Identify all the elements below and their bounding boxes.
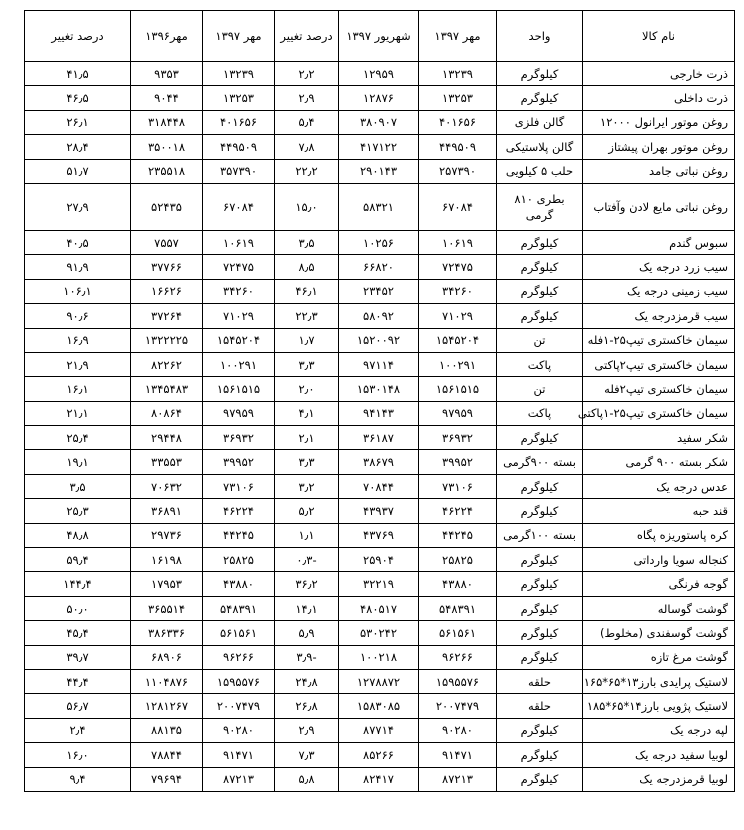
price-shahrivar-1397-cell: ۹۴۱۴۳ — [339, 401, 419, 425]
price-mehr-1396-cell: ۲۹۷۳۶ — [131, 523, 203, 547]
price-mehr-1396-cell: ۶۸۹۰۶ — [131, 645, 203, 669]
price-mehr-1396-cell: ۷۰۶۳۲ — [131, 474, 203, 498]
price-shahrivar-1397-cell: ۸۲۴۱۷ — [339, 767, 419, 791]
price-mehr-1397-b-cell: ۹۱۴۷۱ — [203, 743, 275, 767]
annual-change-cell: ۲٫۴ — [25, 718, 131, 742]
table-header-row — [25, 11, 735, 62]
annual-change-cell: ۹۱٫۹ — [25, 255, 131, 279]
annual-change-cell: ۱۰۶٫۱ — [25, 279, 131, 303]
price-mehr-1396-cell: ۳۶۸۹۱ — [131, 499, 203, 523]
product-name-cell: شکر سفید — [583, 426, 735, 450]
product-name-cell: کره پاستوریزه پگاه — [583, 523, 735, 547]
price-mehr-1397-cell: ۲۵۸۲۵ — [419, 548, 497, 572]
price-mehr-1397-b-cell: ۷۱۰۲۹ — [203, 304, 275, 328]
annual-change-cell: ۴۶٫۵ — [25, 86, 131, 110]
product-name-cell: سیمان خاکستری تیپ۲۵-۱پاکتی — [583, 401, 735, 425]
annual-change-cell: ۱۶٫۹ — [25, 328, 131, 352]
product-name-cell: روغن موتور ایرانول ۱۲۰۰۰ — [583, 110, 735, 134]
product-name-cell: شکر بسته ۹۰۰ گرمی — [583, 450, 735, 474]
monthly-change-cell: ۱۴٫۱ — [275, 596, 339, 620]
price-mehr-1397-b-cell: ۱۵۶۱۵۱۵ — [203, 377, 275, 401]
unit-cell: کیلوگرم — [497, 304, 583, 328]
price-shahrivar-1397-cell: ۹۷۱۱۴ — [339, 352, 419, 376]
unit-cell: گالن پلاستیکی — [497, 135, 583, 159]
price-shahrivar-1397-cell: ۳۸۰۹۰۷ — [339, 110, 419, 134]
price-mehr-1397-b-cell: ۴۰۱۶۵۶ — [203, 110, 275, 134]
monthly-change-cell: ۲۶٫۸ — [275, 694, 339, 718]
price-mehr-1397-cell: ۱۳۲۳۹ — [419, 62, 497, 86]
price-mehr-1396-cell: ۳۱۸۴۴۸ — [131, 110, 203, 134]
monthly-change-cell: ۲۲٫۲ — [275, 159, 339, 183]
table-row — [25, 426, 735, 450]
price-mehr-1397-cell: ۴۴۹۵۰۹ — [419, 135, 497, 159]
product-name-cell: لوبیا سفید درجه یک — [583, 743, 735, 767]
unit-cell: کیلوگرم — [497, 499, 583, 523]
monthly-change-cell: ۱٫۱ — [275, 523, 339, 547]
price-mehr-1396-cell: ۸۸۱۳۵ — [131, 718, 203, 742]
price-shahrivar-1397-cell: ۸۷۷۱۴ — [339, 718, 419, 742]
price-shahrivar-1397-cell: ۲۵۹۰۴ — [339, 548, 419, 572]
unit-cell: کیلوگرم — [497, 621, 583, 645]
price-mehr-1397-b-cell: ۲۰۰۷۴۷۹ — [203, 694, 275, 718]
price-mehr-1397-cell: ۹۷۹۵۹ — [419, 401, 497, 425]
price-mehr-1397-cell: ۵۶۱۵۶۱ — [419, 621, 497, 645]
price-mehr-1396-cell: ۷۵۵۷ — [131, 230, 203, 254]
product-name-cell: گوجه فرنگی — [583, 572, 735, 596]
monthly-change-cell: ۲٫۱ — [275, 426, 339, 450]
unit-cell: کیلوگرم — [497, 572, 583, 596]
table-row — [25, 401, 735, 425]
product-name-cell: سیب زرد درجه یک — [583, 255, 735, 279]
monthly-change-cell: ۲٫۰ — [275, 377, 339, 401]
table-row — [25, 183, 735, 230]
price-mehr-1396-cell: ۳۸۶۳۳۶ — [131, 621, 203, 645]
unit-cell: کیلوگرم — [497, 743, 583, 767]
price-mehr-1396-cell: ۷۸۸۴۴ — [131, 743, 203, 767]
monthly-change-cell: ۳٫۲ — [275, 474, 339, 498]
unit-cell: کیلوگرم — [497, 474, 583, 498]
header-mehr-1396: مهر۱۳۹۶ — [131, 11, 203, 62]
header-mehr-1397: مهر ۱۳۹۷ — [419, 11, 497, 62]
annual-change-cell: ۵۹٫۴ — [25, 548, 131, 572]
unit-cell: کیلوگرم — [497, 718, 583, 742]
unit-cell: کیلوگرم — [497, 62, 583, 86]
unit-cell: کیلوگرم — [497, 86, 583, 110]
product-name-cell: سیب زمینی درجه یک — [583, 279, 735, 303]
monthly-change-cell: ۲٫۹ — [275, 718, 339, 742]
monthly-change-cell: ۳٫۵ — [275, 230, 339, 254]
price-mehr-1397-cell: ۲۰۰۷۴۷۹ — [419, 694, 497, 718]
price-shahrivar-1397-cell: ۳۶۱۸۷ — [339, 426, 419, 450]
price-shahrivar-1397-cell: ۱۲۹۵۹ — [339, 62, 419, 86]
price-mehr-1397-b-cell: ۳۵۷۳۹۰ — [203, 159, 275, 183]
monthly-change-cell: ۸٫۵ — [275, 255, 339, 279]
price-mehr-1397-cell: ۷۱۰۲۹ — [419, 304, 497, 328]
price-mehr-1397-b-cell: ۳۶۹۳۲ — [203, 426, 275, 450]
table-row — [25, 230, 735, 254]
monthly-change-cell: ۲٫۲ — [275, 62, 339, 86]
price-mehr-1397-cell: ۱۰۰۲۹۱ — [419, 352, 497, 376]
price-shahrivar-1397-cell: ۴۳۷۶۹ — [339, 523, 419, 547]
monthly-change-cell: ۲۴٫۸ — [275, 669, 339, 693]
price-mehr-1396-cell: ۳۶۵۵۱۴ — [131, 596, 203, 620]
annual-change-cell: ۴۰٫۵ — [25, 230, 131, 254]
product-name-cell: سیب قرمزدرجه یک — [583, 304, 735, 328]
price-shahrivar-1397-cell: ۱۰۰۲۱۸ — [339, 645, 419, 669]
price-mehr-1396-cell: ۲۳۵۵۱۸ — [131, 159, 203, 183]
table-row — [25, 110, 735, 134]
price-mehr-1397-cell: ۲۵۷۳۹۰ — [419, 159, 497, 183]
annual-change-cell: ۲۵٫۴ — [25, 426, 131, 450]
annual-change-cell: ۱۶٫۰ — [25, 743, 131, 767]
annual-change-cell: ۴۵٫۴ — [25, 621, 131, 645]
price-mehr-1397-cell: ۹۶۲۶۶ — [419, 645, 497, 669]
table-row — [25, 621, 735, 645]
annual-change-cell: ۲۱٫۹ — [25, 352, 131, 376]
monthly-change-cell: ۲٫۹ — [275, 86, 339, 110]
price-mehr-1397-b-cell: ۱۵۴۵۲۰۴ — [203, 328, 275, 352]
price-mehr-1397-b-cell: ۳۴۲۶۰ — [203, 279, 275, 303]
price-mehr-1397-b-cell: ۷۲۴۷۵ — [203, 255, 275, 279]
monthly-change-cell: -۳٫۹ — [275, 645, 339, 669]
unit-cell: کیلوگرم — [497, 230, 583, 254]
header-unit: واحد — [497, 11, 583, 62]
price-mehr-1397-cell: ۴۴۲۴۵ — [419, 523, 497, 547]
header-product-name: نام کالا — [583, 11, 735, 62]
price-mehr-1396-cell: ۹۳۵۳ — [131, 62, 203, 86]
price-mehr-1397-cell: ۳۶۹۳۲ — [419, 426, 497, 450]
price-mehr-1397-cell: ۵۴۸۳۹۱ — [419, 596, 497, 620]
price-mehr-1396-cell: ۳۵۰۰۱۸ — [131, 135, 203, 159]
product-name-cell: گوشت گوسفندی (مخلوط) — [583, 621, 735, 645]
price-shahrivar-1397-cell: ۵۳۰۲۴۲ — [339, 621, 419, 645]
price-shahrivar-1397-cell: ۴۳۹۳۷ — [339, 499, 419, 523]
annual-change-cell: ۲۱٫۱ — [25, 401, 131, 425]
price-mehr-1396-cell: ۱۷۹۵۳ — [131, 572, 203, 596]
price-mehr-1396-cell: ۱۶۶۲۶ — [131, 279, 203, 303]
unit-cell: کیلوگرم — [497, 767, 583, 791]
annual-change-cell: ۹۰٫۶ — [25, 304, 131, 328]
price-mehr-1397-b-cell: ۱۵۹۵۵۷۶ — [203, 669, 275, 693]
price-mehr-1396-cell: ۱۶۱۹۸ — [131, 548, 203, 572]
price-mehr-1396-cell: ۹۰۴۴ — [131, 86, 203, 110]
price-mehr-1396-cell: ۳۷۲۶۴ — [131, 304, 203, 328]
price-mehr-1396-cell: ۷۹۶۹۴ — [131, 767, 203, 791]
price-shahrivar-1397-cell: ۳۲۲۱۹ — [339, 572, 419, 596]
price-mehr-1397-cell: ۱۵۹۵۵۷۶ — [419, 669, 497, 693]
header-shahrivar-1397: شهریور ۱۳۹۷ — [339, 11, 419, 62]
product-name-cell: روغن موتور بهران پیشتاز — [583, 135, 735, 159]
unit-cell: بسته ۱۰۰گرمی — [497, 523, 583, 547]
price-mehr-1396-cell: ۱۳۲۲۲۲۵ — [131, 328, 203, 352]
price-mehr-1397-b-cell: ۹۰۲۸۰ — [203, 718, 275, 742]
unit-cell: تن — [497, 377, 583, 401]
table-row — [25, 523, 735, 547]
unit-cell: حلقه — [497, 694, 583, 718]
price-mehr-1397-cell: ۱۵۶۱۵۱۵ — [419, 377, 497, 401]
price-shahrivar-1397-cell: ۵۸۰۹۲ — [339, 304, 419, 328]
price-mehr-1397-b-cell: ۴۴۹۵۰۹ — [203, 135, 275, 159]
price-mehr-1397-cell: ۷۳۱۰۶ — [419, 474, 497, 498]
table-row — [25, 499, 735, 523]
price-mehr-1397-cell: ۴۶۲۲۴ — [419, 499, 497, 523]
product-name-cell: لاستیک پژویی بارز۱۴*۶۵*۱۸۵ — [583, 694, 735, 718]
price-mehr-1397-b-cell: ۵۴۸۳۹۱ — [203, 596, 275, 620]
monthly-change-cell: ۵٫۹ — [275, 621, 339, 645]
price-mehr-1397-b-cell: ۴۶۲۲۴ — [203, 499, 275, 523]
unit-cell: حلقه — [497, 669, 583, 693]
annual-change-cell: ۱۶٫۱ — [25, 377, 131, 401]
product-name-cell: گوشت مرغ تازه — [583, 645, 735, 669]
unit-cell: گالن فلزی — [497, 110, 583, 134]
product-name-cell: لپه درجه یک — [583, 718, 735, 742]
price-table-container — [24, 10, 734, 792]
table-row — [25, 159, 735, 183]
annual-change-cell: ۴۴٫۴ — [25, 669, 131, 693]
annual-change-cell: ۲۶٫۱ — [25, 110, 131, 134]
product-name-cell: ذرت خارجی — [583, 62, 735, 86]
unit-cell: پاکت — [497, 352, 583, 376]
table-row — [25, 135, 735, 159]
price-mehr-1397-b-cell: ۱۰۶۱۹ — [203, 230, 275, 254]
table-row — [25, 255, 735, 279]
unit-cell: تن — [497, 328, 583, 352]
price-shahrivar-1397-cell: ۵۸۳۲۱ — [339, 183, 419, 230]
price-mehr-1397-b-cell: ۹۷۹۵۹ — [203, 401, 275, 425]
monthly-change-cell: -۰٫۳ — [275, 548, 339, 572]
price-mehr-1397-b-cell: ۶۷۰۸۴ — [203, 183, 275, 230]
price-mehr-1397-b-cell: ۲۵۸۲۵ — [203, 548, 275, 572]
table-row — [25, 767, 735, 791]
price-mehr-1397-b-cell: ۱۳۲۵۳ — [203, 86, 275, 110]
monthly-change-cell: ۳٫۳ — [275, 352, 339, 376]
price-shahrivar-1397-cell: ۷۰۸۴۴ — [339, 474, 419, 498]
table-row — [25, 694, 735, 718]
unit-cell: کیلوگرم — [497, 645, 583, 669]
price-shahrivar-1397-cell: ۸۵۲۶۶ — [339, 743, 419, 767]
table-row — [25, 718, 735, 742]
price-mehr-1396-cell: ۱۲۸۱۲۶۷ — [131, 694, 203, 718]
price-mehr-1397-b-cell: ۴۴۲۴۵ — [203, 523, 275, 547]
table-row — [25, 86, 735, 110]
price-shahrivar-1397-cell: ۱۲۷۸۸۷۲ — [339, 669, 419, 693]
product-name-cell: لاستیک پرایدی بارز۱۳*۶۵*۱۶۵ — [583, 669, 735, 693]
monthly-change-cell: ۱٫۷ — [275, 328, 339, 352]
price-shahrivar-1397-cell: ۱۵۸۳۰۸۵ — [339, 694, 419, 718]
header-monthly-change: درصد تغییر — [275, 11, 339, 62]
price-shahrivar-1397-cell: ۲۳۴۵۲ — [339, 279, 419, 303]
price-mehr-1396-cell: ۵۲۴۳۵ — [131, 183, 203, 230]
header-mehr-1397-b: مهر ۱۳۹۷ — [203, 11, 275, 62]
annual-change-cell: ۱۹٫۱ — [25, 450, 131, 474]
annual-change-cell: ۱۴۴٫۴ — [25, 572, 131, 596]
price-shahrivar-1397-cell: ۴۱۷۱۲۲ — [339, 135, 419, 159]
annual-change-cell: ۵۶٫۷ — [25, 694, 131, 718]
table-row — [25, 62, 735, 86]
price-mehr-1397-cell: ۴۳۸۸۰ — [419, 572, 497, 596]
price-mehr-1397-b-cell: ۱۰۰۲۹۱ — [203, 352, 275, 376]
unit-cell: بطری ۸۱۰ گرمی — [497, 183, 583, 230]
price-mehr-1397-b-cell: ۷۳۱۰۶ — [203, 474, 275, 498]
table-row — [25, 474, 735, 498]
monthly-change-cell: ۵٫۸ — [275, 767, 339, 791]
annual-change-cell: ۲۵٫۳ — [25, 499, 131, 523]
price-mehr-1396-cell: ۱۳۴۵۴۸۳ — [131, 377, 203, 401]
price-shahrivar-1397-cell: ۲۹۰۱۴۳ — [339, 159, 419, 183]
table-row — [25, 548, 735, 572]
table-row — [25, 377, 735, 401]
price-mehr-1397-b-cell: ۱۳۲۳۹ — [203, 62, 275, 86]
annual-change-cell: ۵۱٫۷ — [25, 159, 131, 183]
price-mehr-1397-cell: ۳۹۹۵۲ — [419, 450, 497, 474]
product-name-cell: لوبیا قرمزدرجه یک — [583, 767, 735, 791]
price-mehr-1397-b-cell: ۸۷۲۱۳ — [203, 767, 275, 791]
price-mehr-1397-cell: ۹۰۲۸۰ — [419, 718, 497, 742]
price-mehr-1396-cell: ۸۲۲۶۲ — [131, 352, 203, 376]
product-name-cell: سیمان خاکستری تیپ۲فله — [583, 377, 735, 401]
price-mehr-1397-cell: ۴۰۱۶۵۶ — [419, 110, 497, 134]
table-row — [25, 743, 735, 767]
price-mehr-1397-b-cell: ۵۶۱۵۶۱ — [203, 621, 275, 645]
price-mehr-1397-cell: ۷۲۴۷۵ — [419, 255, 497, 279]
product-name-cell: ذرت داخلی — [583, 86, 735, 110]
price-mehr-1397-cell: ۹۱۴۷۱ — [419, 743, 497, 767]
table-row — [25, 279, 735, 303]
price-mehr-1397-cell: ۶۷۰۸۴ — [419, 183, 497, 230]
monthly-change-cell: ۲۲٫۳ — [275, 304, 339, 328]
table-row — [25, 572, 735, 596]
header-annual-change: درصد تغییر — [25, 11, 131, 62]
price-mehr-1396-cell: ۳۷۷۶۶ — [131, 255, 203, 279]
product-name-cell: گوشت گوساله — [583, 596, 735, 620]
price-mehr-1396-cell: ۱۱۰۴۸۷۶ — [131, 669, 203, 693]
annual-change-cell: ۵۰٫۰ — [25, 596, 131, 620]
monthly-change-cell: ۷٫۸ — [275, 135, 339, 159]
product-name-cell: سیمان خاکستری تیپ۲۵-۱فله — [583, 328, 735, 352]
unit-cell: کیلوگرم — [497, 548, 583, 572]
price-shahrivar-1397-cell: ۶۶۸۲۰ — [339, 255, 419, 279]
monthly-change-cell: ۵٫۲ — [275, 499, 339, 523]
annual-change-cell: ۳۹٫۷ — [25, 645, 131, 669]
unit-cell: پاکت — [497, 401, 583, 425]
table-row — [25, 669, 735, 693]
unit-cell: کیلوگرم — [497, 255, 583, 279]
product-name-cell: قند حبه — [583, 499, 735, 523]
price-mehr-1397-b-cell: ۳۹۹۵۲ — [203, 450, 275, 474]
price-shahrivar-1397-cell: ۱۰۲۵۶ — [339, 230, 419, 254]
price-shahrivar-1397-cell: ۳۸۶۷۹ — [339, 450, 419, 474]
price-comparison-table — [24, 10, 735, 792]
table-row — [25, 645, 735, 669]
annual-change-cell: ۳٫۵ — [25, 474, 131, 498]
table-row — [25, 352, 735, 376]
table-row — [25, 450, 735, 474]
unit-cell: حلب ۵ کیلویی — [497, 159, 583, 183]
monthly-change-cell: ۵٫۴ — [275, 110, 339, 134]
product-name-cell: سبوس گندم — [583, 230, 735, 254]
price-mehr-1397-cell: ۸۷۲۱۳ — [419, 767, 497, 791]
price-mehr-1396-cell: ۳۳۵۵۳ — [131, 450, 203, 474]
product-name-cell: روغن نباتی جامد — [583, 159, 735, 183]
product-name-cell: سیمان خاکستری تیپ۲پاکتی — [583, 352, 735, 376]
price-shahrivar-1397-cell: ۱۲۸۷۶ — [339, 86, 419, 110]
price-mehr-1396-cell: ۸۰۸۶۴ — [131, 401, 203, 425]
table-row — [25, 304, 735, 328]
monthly-change-cell: ۳٫۳ — [275, 450, 339, 474]
unit-cell: کیلوگرم — [497, 596, 583, 620]
annual-change-cell: ۹٫۴ — [25, 767, 131, 791]
price-mehr-1397-b-cell: ۴۳۸۸۰ — [203, 572, 275, 596]
price-mehr-1396-cell: ۲۹۴۴۸ — [131, 426, 203, 450]
unit-cell: کیلوگرم — [497, 426, 583, 450]
price-mehr-1397-cell: ۱۰۶۱۹ — [419, 230, 497, 254]
monthly-change-cell: ۷٫۳ — [275, 743, 339, 767]
monthly-change-cell: ۱۵٫۰ — [275, 183, 339, 230]
price-shahrivar-1397-cell: ۱۵۲۰۰۹۲ — [339, 328, 419, 352]
monthly-change-cell: ۴٫۱ — [275, 401, 339, 425]
product-name-cell: عدس درجه یک — [583, 474, 735, 498]
table-body — [25, 62, 735, 792]
monthly-change-cell: ۳۶٫۲ — [275, 572, 339, 596]
table-row — [25, 596, 735, 620]
unit-cell: بسته ۹۰۰گرمی — [497, 450, 583, 474]
price-shahrivar-1397-cell: ۱۵۳۰۱۴۸ — [339, 377, 419, 401]
unit-cell: کیلوگرم — [497, 279, 583, 303]
product-name-cell: روغن نباتی مایع لادن وآفتاب — [583, 183, 735, 230]
price-mehr-1397-cell: ۱۳۲۵۳ — [419, 86, 497, 110]
price-mehr-1397-b-cell: ۹۶۲۶۶ — [203, 645, 275, 669]
annual-change-cell: ۲۷٫۹ — [25, 183, 131, 230]
product-name-cell: کنجاله سویا وارداتی — [583, 548, 735, 572]
table-row — [25, 328, 735, 352]
monthly-change-cell: ۴۶٫۱ — [275, 279, 339, 303]
annual-change-cell: ۲۸٫۴ — [25, 135, 131, 159]
annual-change-cell: ۴۱٫۵ — [25, 62, 131, 86]
price-shahrivar-1397-cell: ۴۸۰۵۱۷ — [339, 596, 419, 620]
annual-change-cell: ۴۸٫۸ — [25, 523, 131, 547]
price-mehr-1397-cell: ۱۵۴۵۲۰۴ — [419, 328, 497, 352]
price-mehr-1397-cell: ۳۴۲۶۰ — [419, 279, 497, 303]
